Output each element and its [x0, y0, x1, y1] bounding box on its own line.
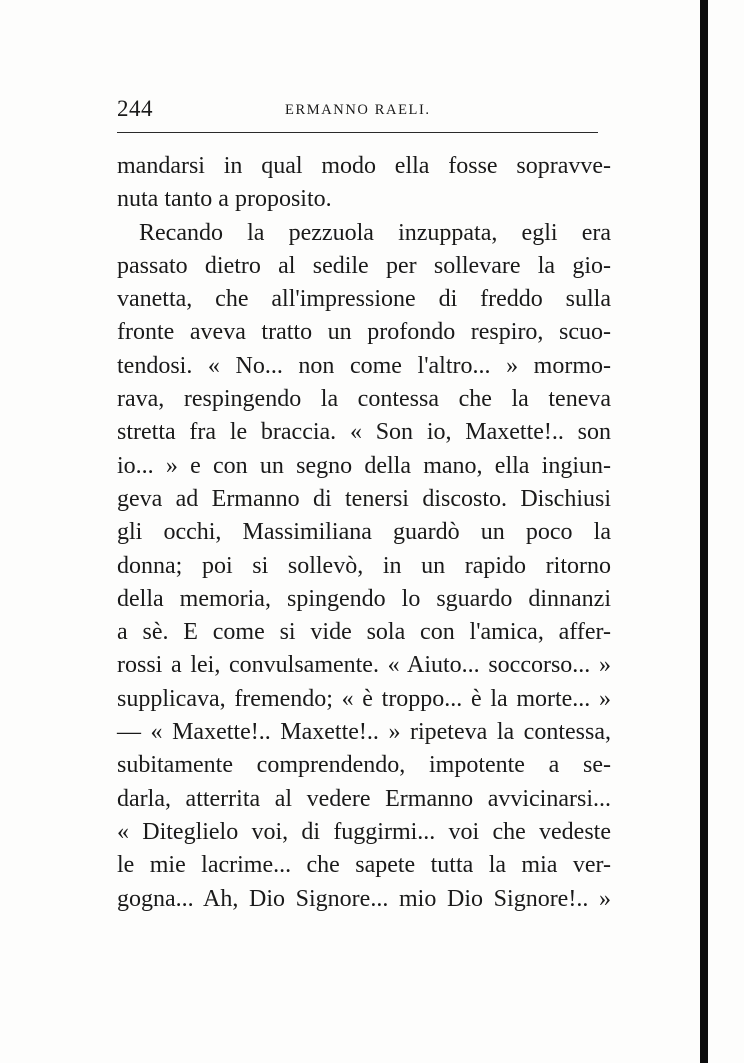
page-number: 244 [117, 96, 153, 121]
text-line: le mie lacrime... che sapete tutta la mia ver- [117, 852, 611, 879]
text-line: nuta tanto a proposito. [117, 186, 332, 213]
body-text [117, 150, 611, 916]
text-line: supplicava, fremendo; « è troppo... è la morte... » [117, 685, 611, 712]
running-title: ERMANNO RAELI. [285, 102, 431, 118]
text-line: della memoria, spingendo lo sguardo dinnanzi [117, 585, 611, 612]
page-header [117, 96, 600, 126]
text-line: Recando la pezzuola inzuppata, egli era [139, 219, 611, 246]
text-line: mandarsi in qual modo ella fosse sopravve- [117, 153, 611, 179]
text-line: fronte aveva tratto un profondo respiro, scuo- [117, 319, 611, 346]
text-line: « Diteglielo voi, di fuggirmi... voi che vedeste [117, 818, 611, 845]
text-line: darla, atterrita al vedere Ermanno avvicinarsi... [117, 785, 611, 812]
text-line: vanetta, che all'impressione di freddo sulla [117, 286, 611, 313]
text-line: subitamente comprendendo, impotente a se- [117, 752, 611, 779]
text-line: gli occhi, Massimiliana guardò un poco la [117, 519, 611, 546]
text-line: — « Maxette!.. Maxette!.. » ripeteva la contessa, [117, 719, 611, 746]
text-line: a sè. E come si vide sola con l'amica, affer- [117, 619, 611, 646]
text-line: passato dietro al sedile per sollevare la gio- [117, 252, 611, 279]
text-line: rossi a lei, convulsamente. « Aiuto... soccorso... » [117, 652, 611, 679]
text-line: tendosi. « No... non come l'altro... » mormo- [117, 352, 611, 379]
text-line: io... » e con un segno della mano, ella ingiun- [117, 452, 611, 479]
text-line: donna; poi si sollevò, in un rapido ritorno [117, 552, 611, 579]
text-line: rava, respingendo la contessa che la teneva [117, 386, 611, 413]
page-edge-shadow [700, 0, 708, 1063]
header-rule [117, 132, 598, 133]
text-line: gogna... Ah, Dio Signore... mio Dio Signore!.. » [117, 885, 611, 912]
text-line: stretta fra le braccia. « Son io, Maxette!.. son [117, 419, 611, 446]
text-line: geva ad Ermanno di tenersi discosto. Dischiusi [117, 485, 611, 512]
